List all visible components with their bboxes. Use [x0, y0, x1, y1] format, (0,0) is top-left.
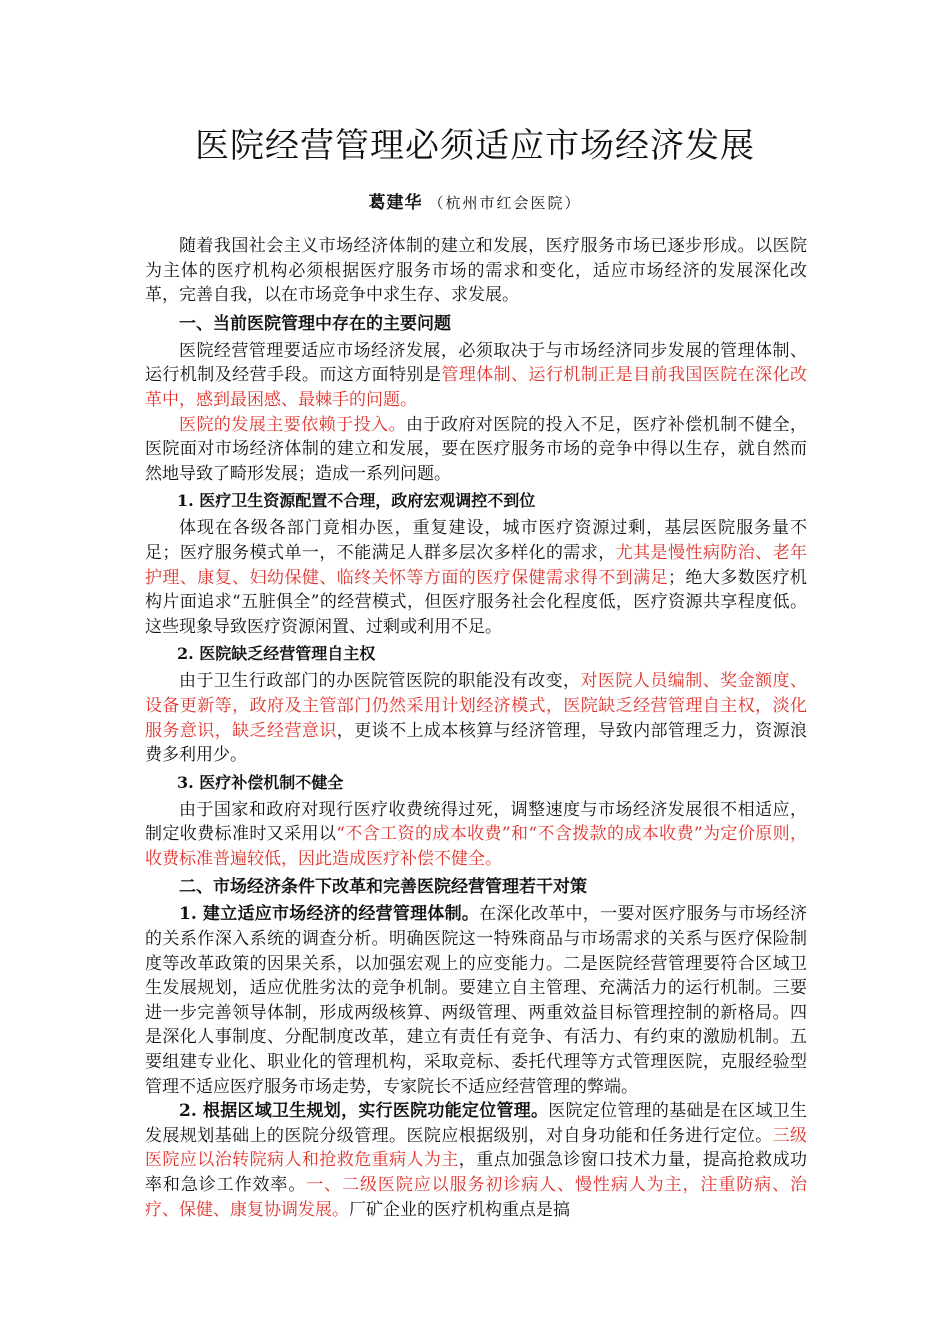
text-run: 由于卫生行政部门的办医院管医院的职能没有改变，: [179, 671, 581, 692]
subsection-1-heading: 1. 医疗卫生资源配置不合理，政府宏观调控不到位: [177, 491, 536, 511]
text-run: 在深化改革中，一要对医疗服务与市场经济的关系作深入系统的调查分析。明确医院这一特殊商品与市场需求的关系与医疗保险制度等改革政策的因果关系，以加强宏观上的应变能力。二是医院经营管理要符合区域卫生发展规划，适应优胜劣汰的竞争机制。要建立自主管理、充满活力的运行机制。三要进一步完善领导体制，形成两级核算、两级管理、两重效益目标管理控制的新格局。四是深化人事制度、分配制度改革，建立有责任有竞争、有活力、有约束的激励机制。五要组建专业化、职业化的管理机构，采取竞标、委托代理等方式管理医院，克服经验型管理不适应医疗服务市场走势，专家院长不适应经营管理的弊端。: [145, 904, 807, 1097]
subsection-3-heading: 3. 医疗补偿机制不健全: [177, 772, 344, 792]
text-run: 医院经营管理要适应市场经济发展，必须取决于与市场经济同步发展的管理体制、运行机制及经营手段。而这方面特别是: [145, 340, 807, 386]
document-body: [145, 234, 807, 1222]
highlight-text: “不含工资的成本收费”和“不含拨款的成本收费”为定价原则，收费标准普遍较低，因此造成医疗补偿不健全。: [145, 824, 807, 869]
section-2-item-1: [145, 902, 807, 1099]
item-lead: 2. 根据区域卫生规划，实行医院功能定位管理。: [179, 1101, 549, 1122]
text-run: 由于政府对医院的投入不足，医疗补偿机制不健全，医院面对市场经济体制的建立和发展，要在医疗服务市场的竞争中得以生存，就自然而然地导致了畸形发展；造成一系列问题。: [145, 414, 808, 484]
author-line: [0, 188, 950, 213]
text-run: ，重点加强急诊窗口技术力量，提高抢救成功率和急诊工作效率。: [145, 1150, 808, 1195]
text-run: 由于国家和政府对现行医疗收费统得过死，调整速度与市场经济发展很不相适应，制定收费标准时又采用以: [145, 799, 807, 845]
highlight-text: 一、二级医院应以服务初诊病人、慢性病人为主，注重防病、治疗、保健、康复协调发展。: [145, 1175, 807, 1220]
highlight-text: 管理体制、运行机制正是目前我国医院在深化改革中，感到最困感、最棘手的问题。: [145, 365, 808, 410]
highlight-text: 对医院人员编制、奖金额度、设备更新等，政府及主管部门仍然采用计划经济模式，医院缺乏经营管理自主权，淡化服务意识，缺乏经营意识: [145, 671, 808, 741]
text-run: ，更谈不上成本核算与经济管理，导致内部管理乏力，资源浪费多利用少。: [145, 720, 808, 766]
section-2-item-2: [145, 1099, 807, 1222]
text-run: 医院定位管理的基础是在区域卫生发展规划基础上的医院分级管理。医院应根据级别，对自身功能和任务进行定位。: [145, 1101, 807, 1146]
text-run: ；绝大多数医疗机构片面追求“五脏俱全”的经营模式，但医疗服务社会化程度低，医疗资源共享程度低。这些现象导致医疗资源闲置、过剩或利用不足。: [145, 567, 808, 637]
subsection-1-paragraph: [145, 516, 807, 639]
section-1-heading: 一、当前医院管理中存在的主要问题: [179, 313, 451, 334]
author-affiliation: （杭州市红会医院）: [428, 194, 582, 212]
subsection-2-paragraph: [145, 669, 807, 767]
section-2-heading: 二、市场经济条件下改革和完善医院经营管理若干对策: [179, 877, 587, 898]
section-1-paragraph-1: [145, 339, 807, 413]
author-name: 葛建华: [368, 193, 423, 213]
highlight-text: 三级医院应以治转院病人和抢救危重病人为主: [145, 1125, 808, 1171]
highlight-text: 医院的发展主要依赖于投入。: [179, 414, 406, 435]
item-lead: 1. 建立适应市场经济的经营管理体制。: [179, 904, 480, 925]
highlight-text: 尤其是慢性病防治、老年护理、康复、妇幼保健、临终关怀等方面的医疗保健需求得不到满足: [145, 542, 808, 588]
subsection-2-heading: 2. 医院缺乏经营管理自主权: [177, 644, 376, 664]
intro-paragraph: 随着我国社会主义市场经济体制的建立和发展，医疗服务市场已逐步形成。以医院为主体的医疗机构必须根据医疗服务市场的需求和变化，适应市场经济的发展深化改革，完善自我，以在市场竞争中求生存、求发展。: [145, 236, 807, 306]
document-title: 医院经营管理必须适应市场经济发展: [195, 126, 755, 166]
text-run: 厂矿企业的医疗机构重点是搞: [349, 1199, 570, 1220]
text-run: 体现在各级各部门竟相办医，重复建设，城市医疗资源过剩，基层医院服务量不足；医疗服务模式单一，不能满足人群多层次多样化的需求，: [145, 518, 807, 563]
section-1-paragraph-2: [145, 413, 807, 487]
subsection-3-paragraph: [145, 798, 807, 872]
